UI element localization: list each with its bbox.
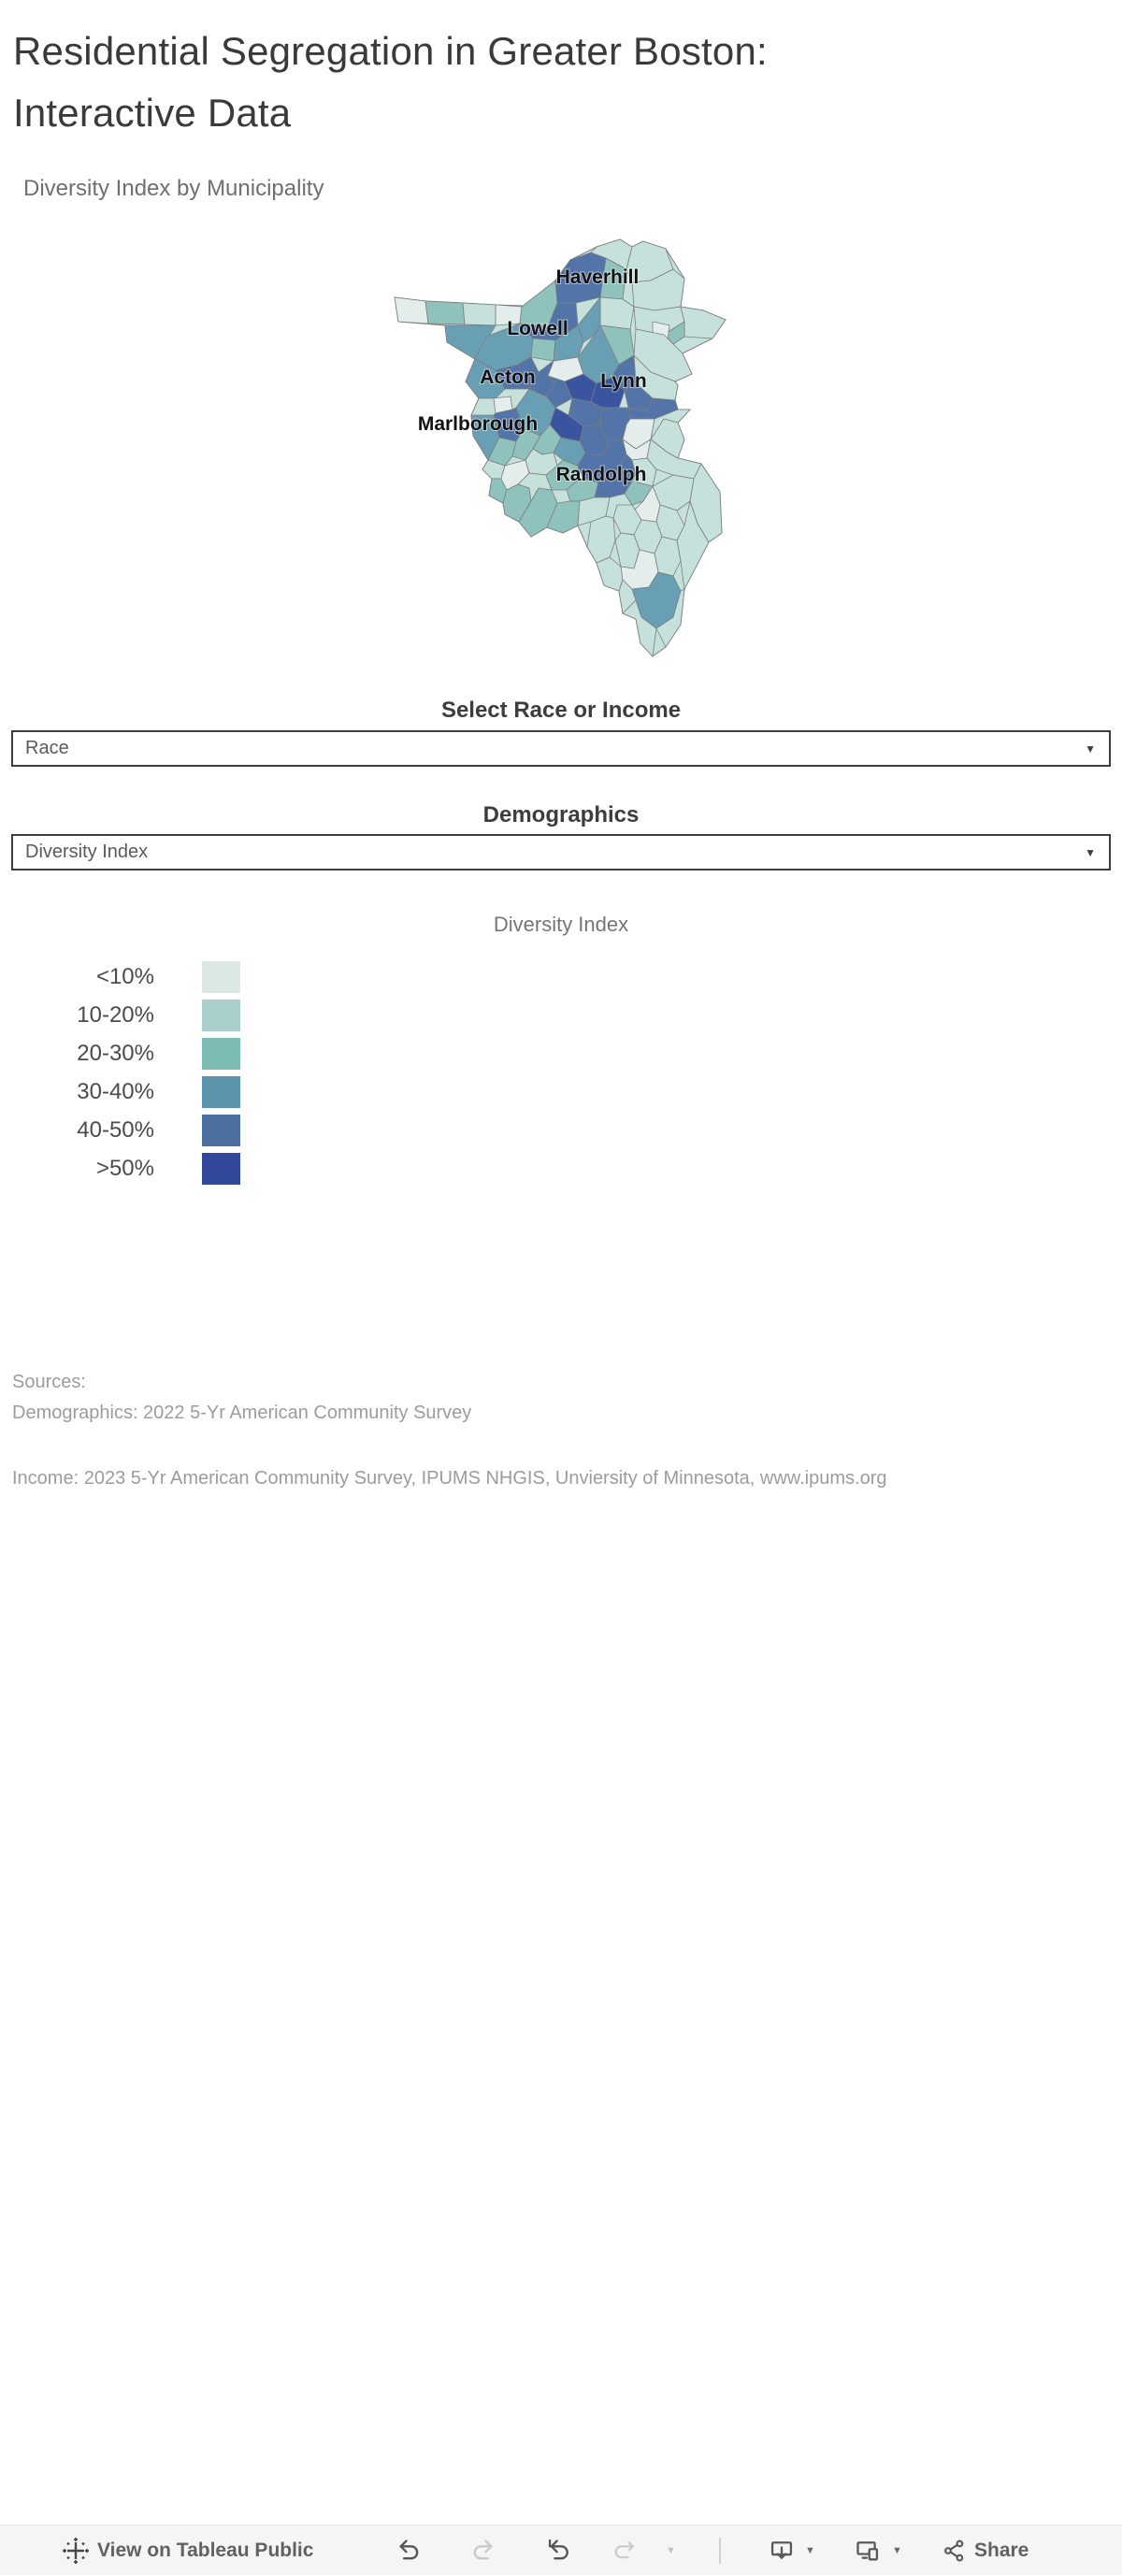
share-button[interactable] [942, 2526, 967, 2576]
legend [0, 961, 240, 1191]
map-city-label: Haverhill [555, 266, 640, 288]
legend-label: 20-30% [77, 1041, 154, 1066]
map-cell[interactable] [681, 307, 726, 338]
view-on-tableau-public-link[interactable]: View on Tableau Public [97, 2540, 314, 2561]
sources [12, 1367, 887, 1494]
demographics-dropdown-value: Diversity Index [25, 842, 149, 862]
sources-demographics: Demographics: 2022 5-Yr American Community Survey [12, 1403, 472, 1423]
device-preview-icon [855, 2538, 881, 2564]
page-title-line2: Interactive Data [13, 91, 292, 135]
choropleth-map[interactable] [355, 224, 748, 664]
demographics-dropdown[interactable] [11, 834, 1111, 871]
redo-button[interactable] [469, 2526, 496, 2576]
map-city-label: Lowell [507, 318, 568, 339]
legend-label: 10-20% [77, 1002, 154, 1028]
legend-swatch[interactable] [202, 1153, 240, 1185]
legend-row[interactable] [0, 1038, 240, 1070]
refresh-icon [611, 2538, 638, 2564]
legend-row[interactable] [0, 961, 240, 993]
download-icon [769, 2538, 795, 2564]
refresh-button[interactable] [611, 2526, 638, 2576]
chevron-down-icon[interactable]: ▼ [1085, 845, 1096, 859]
share-icon [942, 2539, 967, 2563]
race-income-dropdown-value: Race [25, 738, 69, 758]
legend-label: 40-50% [77, 1117, 154, 1143]
legend-swatch[interactable] [202, 1038, 240, 1070]
race-income-dropdown[interactable] [11, 730, 1111, 767]
undo-icon [396, 2538, 423, 2564]
filter-label-demographics: Demographics [482, 802, 640, 827]
reset-button[interactable] [546, 2526, 572, 2576]
map-city-label: Acton [480, 367, 536, 388]
download-button[interactable] [769, 2526, 795, 2576]
page-title-line1: Residential Segregation in Greater Boston: [13, 29, 768, 73]
legend-swatch[interactable] [202, 961, 240, 993]
device-caret-icon[interactable]: ▼ [892, 2545, 902, 2556]
legend-label: <10% [95, 964, 154, 989]
reset-icon [546, 2538, 572, 2564]
sources-heading: Sources: [12, 1372, 86, 1392]
redo-icon [469, 2538, 496, 2564]
device-preview-button[interactable] [855, 2526, 881, 2576]
toolbar [0, 2525, 1122, 2575]
toolbar-divider [719, 2526, 721, 2576]
legend-swatch[interactable] [202, 1076, 240, 1108]
legend-row[interactable] [0, 1153, 240, 1185]
legend-title: Diversity Index [493, 913, 629, 936]
map-cell[interactable] [395, 297, 428, 324]
tableau-logo-icon[interactable] [62, 2526, 90, 2576]
choropleth-map-svg[interactable] [355, 224, 748, 664]
legend-swatch[interactable] [202, 1115, 240, 1146]
legend-swatch[interactable] [202, 1000, 240, 1031]
undo-button[interactable] [396, 2526, 423, 2576]
download-caret-icon[interactable]: ▼ [805, 2545, 815, 2556]
refresh-caret-icon[interactable]: ▼ [666, 2545, 676, 2556]
legend-row[interactable] [0, 1115, 240, 1146]
page-subtitle: Diversity Index by Municipality [23, 176, 324, 201]
legend-row[interactable] [0, 1076, 240, 1108]
map-city-label: Lynn [600, 370, 647, 392]
share-label[interactable]: Share [974, 2540, 1029, 2561]
filter-label-race-income: Select Race or Income [440, 698, 682, 723]
chevron-down-icon[interactable]: ▼ [1085, 741, 1096, 756]
map-cell[interactable] [425, 301, 465, 324]
map-city-label: Randolph [555, 464, 647, 485]
legend-label: 30-40% [77, 1079, 154, 1104]
legend-label: >50% [95, 1156, 154, 1181]
page-title [13, 21, 768, 144]
sources-income: Income: 2023 5-Yr American Community Survey, IPUMS NHGIS, Unviersity of Minnesota, www.ipums.org [12, 1468, 887, 1489]
map-city-label: Marlborough [417, 413, 539, 435]
legend-row[interactable] [0, 1000, 240, 1031]
map-cell[interactable] [463, 303, 496, 325]
